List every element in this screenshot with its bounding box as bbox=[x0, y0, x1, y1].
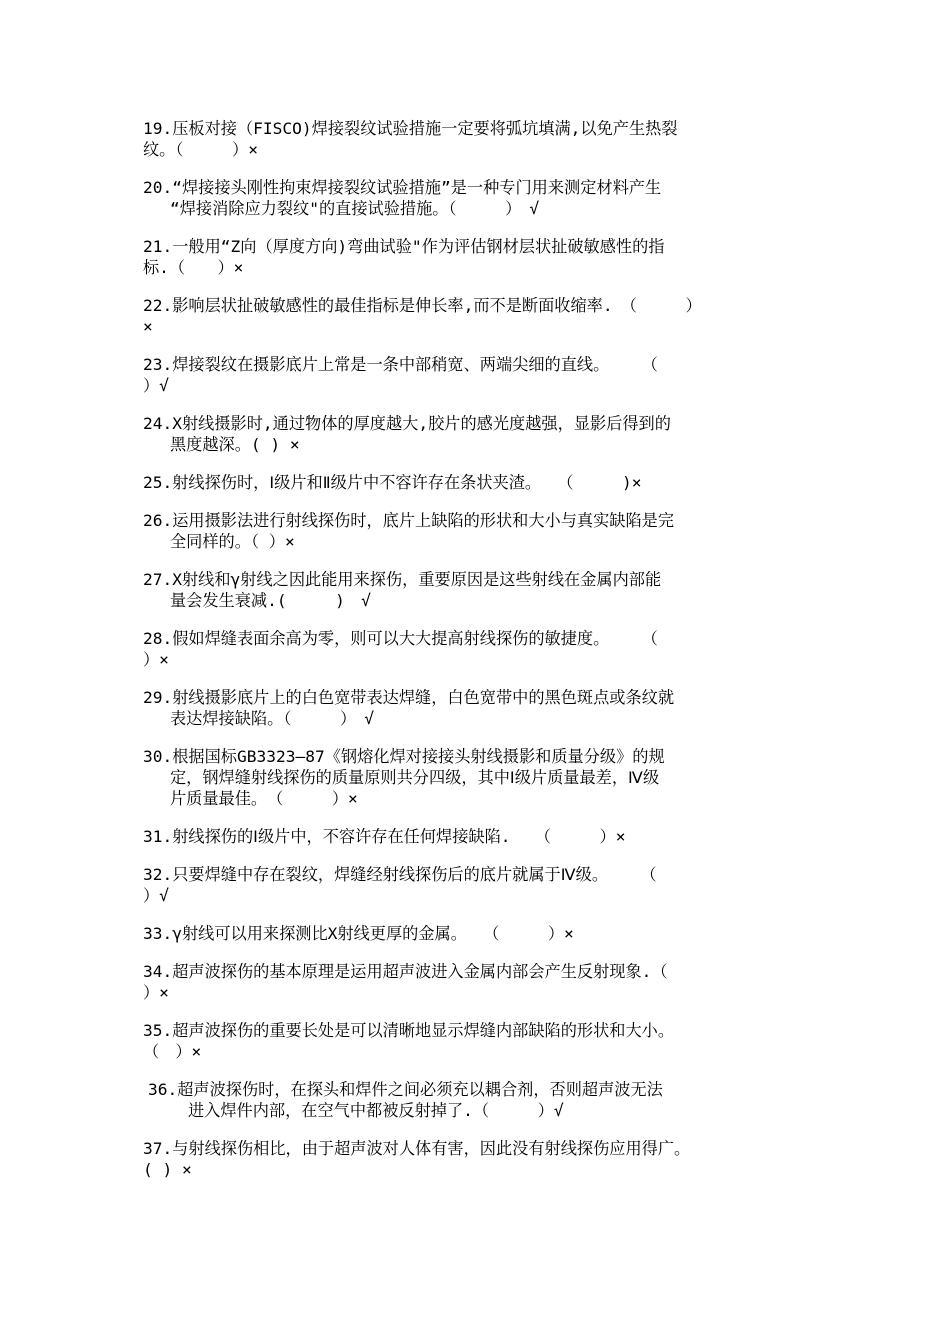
question-31 bbox=[143, 826, 823, 847]
question-text: 超声波探伤时，在探头和焊件之间必须充以耦合剂，否则超声波无法 bbox=[177, 1080, 663, 1099]
question-26 bbox=[143, 510, 823, 552]
question-text: 超声波探伤的重要长处是可以清晰地显示焊缝内部缺陷的形状和大小。 bbox=[172, 1021, 675, 1040]
question-text: 影响层状扯破敏感性的最佳指标是伸长率,而不是断面收缩率. （ ） bbox=[172, 296, 702, 315]
question-25 bbox=[143, 472, 823, 493]
question-text: 压板对接（FISCO)焊接裂纹试验措施一定要将弧坑填满,以免产生热裂 bbox=[172, 119, 678, 138]
question-number: 23. bbox=[143, 355, 173, 374]
question-text: 表达焊接缺陷。（ ） √ bbox=[170, 709, 374, 728]
question-text: 量会发生衰减.( ) √ bbox=[170, 591, 371, 610]
question-number: 31. bbox=[143, 827, 173, 846]
question-text: 进入焊件内部，在空气中都被反射掉了.（ ）√ bbox=[188, 1101, 564, 1120]
question-23 bbox=[143, 354, 823, 396]
question-text: ）√ bbox=[143, 886, 169, 905]
question-32 bbox=[143, 864, 823, 906]
question-20 bbox=[143, 177, 823, 219]
question-number: 36. bbox=[148, 1080, 178, 1099]
question-text: （ ）× bbox=[143, 1042, 202, 1061]
question-text: 片质量最佳。 （ ）× bbox=[170, 789, 358, 808]
question-30 bbox=[143, 746, 823, 809]
question-number: 20. bbox=[143, 178, 173, 197]
question-number: 24. bbox=[143, 414, 173, 433]
question-text: 根据国标GB3323—87《钢熔化焊对接接头射线摄影和质量分级》的规 bbox=[172, 747, 665, 766]
question-text: 全同样的。（ ）× bbox=[170, 532, 295, 551]
question-text: 纹。（ ）× bbox=[143, 140, 258, 159]
question-text: ）× bbox=[143, 650, 169, 669]
question-text: “焊接消除应力裂纹"的直接试验措施。（ ） √ bbox=[170, 199, 540, 218]
question-number: 35. bbox=[143, 1021, 173, 1040]
question-text: 射线摄影底片上的白色宽带表达焊缝，白色宽带中的黑色斑点或条纹就 bbox=[172, 688, 675, 707]
question-24 bbox=[143, 413, 823, 455]
question-21 bbox=[143, 236, 823, 278]
question-text: X射线摄影时,通过物体的厚度越大,胶片的感光度越强，显影后得到的 bbox=[172, 414, 671, 433]
question-number: 29. bbox=[143, 688, 173, 707]
question-text: 只要焊缝中存在裂纹，焊缝经射线探伤后的底片就属于Ⅳ级。 （ bbox=[172, 865, 657, 884]
question-text: ( ) × bbox=[143, 1160, 192, 1179]
question-text: 假如焊缝表面余高为零，则可以大大提高射线探伤的敏捷度。 （ bbox=[172, 629, 658, 648]
question-text: 与射线探伤相比，由于超声波对人体有害，因此没有射线探伤应用得广。 bbox=[172, 1139, 691, 1158]
question-number: 19. bbox=[143, 119, 173, 138]
question-36 bbox=[143, 1079, 823, 1121]
question-number: 37. bbox=[143, 1139, 173, 1158]
question-35 bbox=[143, 1020, 823, 1062]
question-37 bbox=[143, 1138, 823, 1180]
question-text: γ射线可以用来探测比X射线更厚的金属。 （ ）× bbox=[172, 924, 574, 943]
question-text: 黑度越深。( ) × bbox=[170, 435, 300, 454]
question-text: 定，钢焊缝射线探伤的质量原则共分四级，其中Ⅰ级片质量最差，Ⅳ级 bbox=[170, 768, 660, 787]
question-text: ）√ bbox=[143, 376, 169, 395]
question-number: 34. bbox=[143, 962, 173, 981]
question-number: 27. bbox=[143, 570, 173, 589]
question-33 bbox=[143, 923, 823, 944]
question-number: 32. bbox=[143, 865, 173, 884]
question-text: 焊接裂纹在摄影底片上常是一条中部稍宽、两端尖细的直线。 （ bbox=[172, 355, 658, 374]
question-28 bbox=[143, 628, 823, 670]
question-list bbox=[143, 118, 823, 1197]
question-number: 21. bbox=[143, 237, 173, 256]
question-text: ）× bbox=[143, 983, 169, 1002]
question-number: 28. bbox=[143, 629, 173, 648]
question-number: 25. bbox=[143, 473, 173, 492]
question-text: 标.（ ）× bbox=[143, 258, 244, 277]
question-text: 运用摄影法进行射线探伤时，底片上缺陷的形状和大小与真实缺陷是完 bbox=[172, 511, 675, 530]
question-text: 射线探伤时，Ⅰ级片和Ⅱ级片中不容许存在条状夹渣。 （ )× bbox=[172, 473, 642, 492]
question-text: 超声波探伤的基本原理是运用超声波进入金属内部会产生反射现象.（ bbox=[172, 962, 668, 981]
question-text: “焊接接头刚性拘束焊接裂纹试验措施”是一种专门用来测定材料产生 bbox=[172, 178, 662, 197]
question-34 bbox=[143, 961, 823, 1003]
question-text: × bbox=[143, 317, 153, 336]
question-number: 22. bbox=[143, 296, 173, 315]
question-22 bbox=[143, 295, 823, 337]
question-text: X射线和γ射线之因此能用来探伤，重要原因是这些射线在金属内部能 bbox=[172, 570, 662, 589]
question-19 bbox=[143, 118, 823, 160]
question-text: 一般用“Z向（厚度方向)弯曲试验"作为评估钢材层状扯破敏感性的指 bbox=[172, 237, 665, 256]
question-number: 30. bbox=[143, 747, 173, 766]
question-number: 26. bbox=[143, 511, 173, 530]
question-27 bbox=[143, 569, 823, 611]
question-number: 33. bbox=[143, 924, 173, 943]
question-29 bbox=[143, 687, 823, 729]
question-text: 射线探伤的Ⅰ级片中，不容许存在任何焊接缺陷. （ ）× bbox=[172, 827, 626, 846]
